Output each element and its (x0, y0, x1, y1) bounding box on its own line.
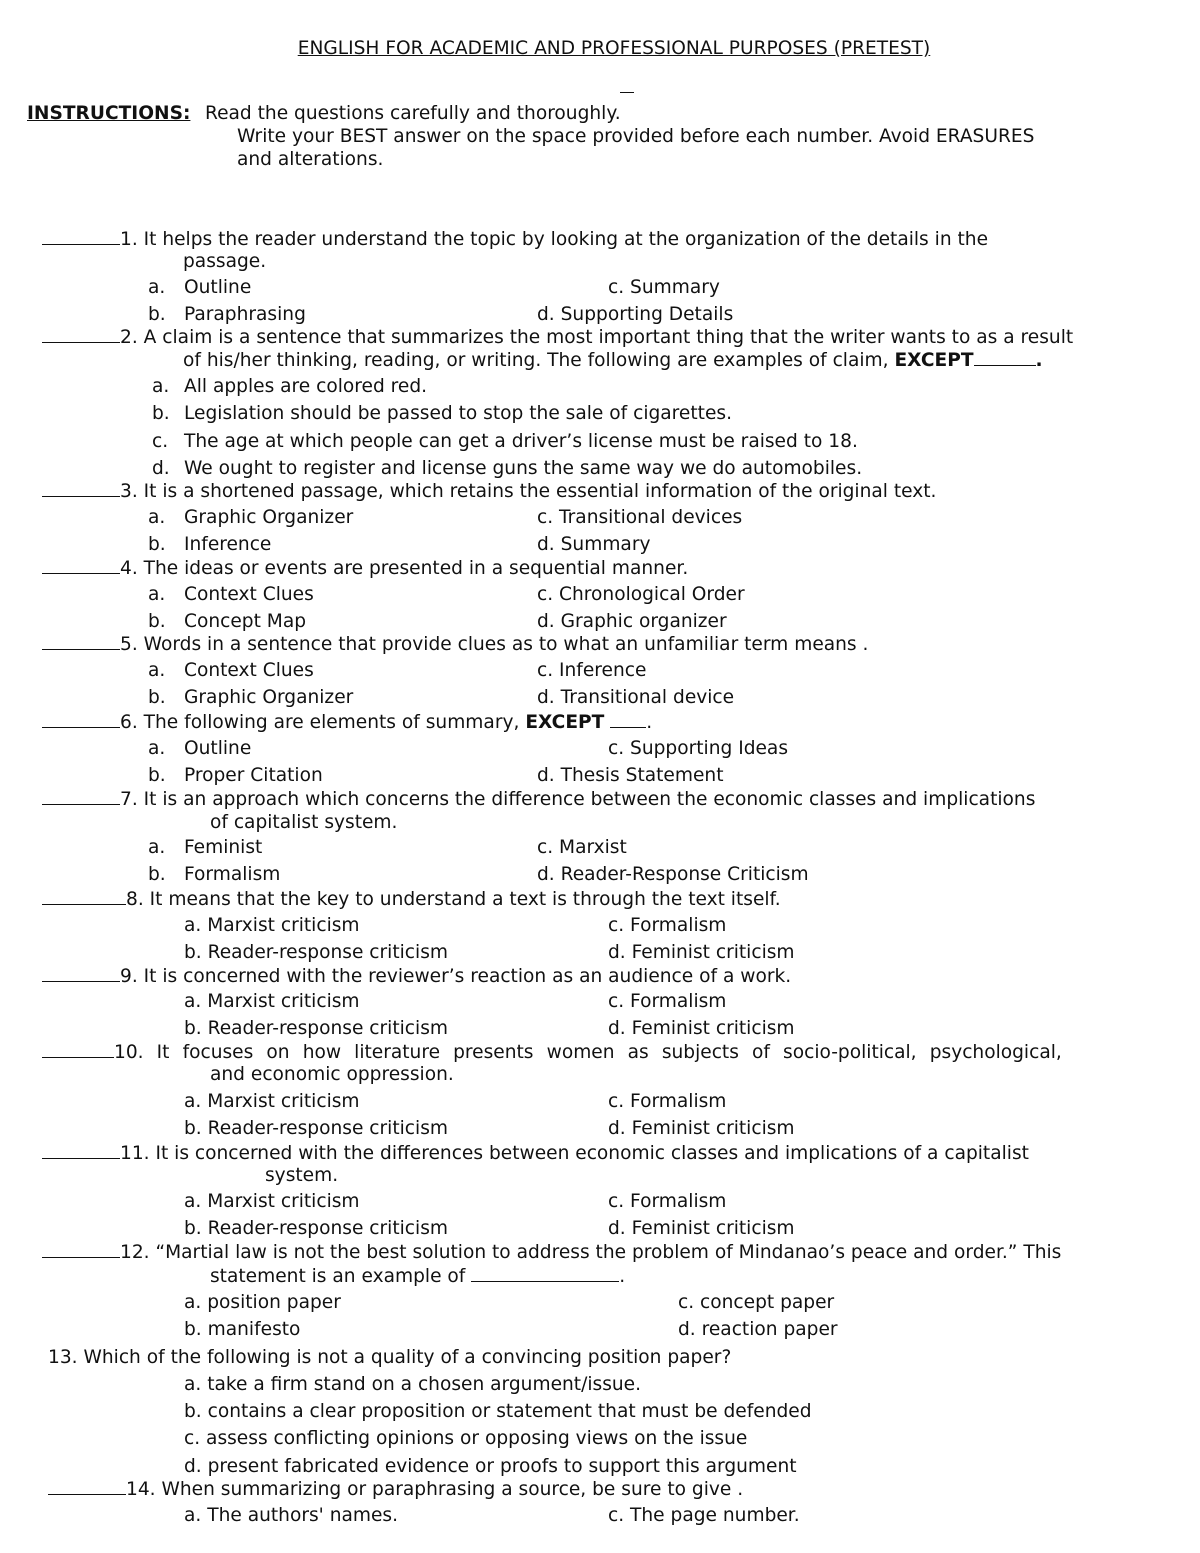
answer-blank[interactable] (42, 965, 120, 982)
question-7: 7. It is an approach which concerns the difference between the economic classes and implications (42, 788, 1035, 811)
question-7-choice-b: Formalism (184, 864, 281, 885)
choice-letter: a. (148, 837, 166, 858)
question-3-choice-b: Inference (184, 534, 272, 555)
choice-letter: b. (152, 403, 170, 424)
question-7-choice-d: d. Reader-Response Criticism (537, 864, 809, 885)
question-13-choice-c: c. assess conflicting opinions or opposing views on the issue (184, 1428, 748, 1449)
question-13: 13. Which of the following is not a quality of a convincing position paper? (48, 1347, 732, 1368)
choice-letter: b. (148, 765, 166, 786)
question-8-choice-c: c. Formalism (608, 915, 727, 936)
question-6-choice-d: d. Thesis Statement (537, 765, 724, 786)
choice-letter: a. (148, 507, 166, 528)
question-10-choice-c: c. Formalism (608, 1091, 727, 1112)
instructions-label: INSTRUCTIONS: (27, 103, 191, 124)
question-3-choice-a: Graphic Organizer (184, 507, 354, 528)
question-2-cont: of his/her thinking, reading, or writing. The following are examples of claim, EXCEPT . (183, 350, 1043, 371)
question-2-choice-c: The age at which people can get a driver’s license must be raised to 18. (184, 431, 858, 452)
question-11-choice-a: a. Marxist criticism (184, 1191, 360, 1212)
question-10-choice-d: d. Feminist criticism (608, 1118, 795, 1139)
question-1-choice-c: c. Summary (608, 277, 720, 298)
question-12-choice-c: c. concept paper (678, 1292, 835, 1313)
title-underline-mark (620, 70, 634, 93)
question-10-choice-b: b. Reader-response criticism (184, 1118, 448, 1139)
answer-blank[interactable] (42, 711, 120, 728)
choice-letter: d. (152, 458, 170, 479)
question-8-choice-b: b. Reader-response criticism (184, 942, 448, 963)
question-4-choice-a: Context Clues (184, 584, 314, 605)
answer-blank[interactable] (42, 788, 120, 805)
question-9-choice-d: d. Feminist criticism (608, 1018, 795, 1039)
question-1-choice-b: Paraphrasing (184, 304, 306, 325)
answer-blank[interactable] (42, 1142, 120, 1159)
question-9: 9. It is concerned with the reviewer’s reaction as an audience of a work. (42, 965, 791, 988)
question-6-choice-c: c. Supporting Ideas (608, 738, 789, 759)
question-10: 10. It focuses on how literature presents women as subjects of socio-political, psychological, (42, 1041, 1062, 1064)
question-7-cont: of capitalist system. (210, 812, 398, 833)
question-6: 6. The following are elements of summary, EXCEPT . (42, 711, 652, 734)
question-14-choice-c: c. The page number. (608, 1505, 800, 1526)
question-4-choice-d: d. Graphic organizer (537, 611, 727, 632)
instructions-line-3: and alterations. (237, 149, 384, 170)
answer-blank[interactable] (48, 1478, 126, 1495)
instructions-line-1: Read the questions carefully and thoroughly. (205, 103, 621, 124)
question-9-choice-b: b. Reader-response criticism (184, 1018, 448, 1039)
question-1-choice-a: Outline (184, 277, 252, 298)
question-12: 12. “Martial law is not the best solution to address the problem of Mindanao’s peace and order.” This (42, 1241, 1061, 1264)
question-2-choice-d: We ought to register and license guns the same way we do automobiles. (184, 458, 863, 479)
choice-letter: b. (148, 534, 166, 555)
question-12-choice-a: a. position paper (184, 1292, 341, 1313)
answer-blank[interactable] (42, 480, 120, 497)
question-5-choice-a: Context Clues (184, 660, 314, 681)
question-13-choice-a: a. take a firm stand on a chosen argument/issue. (184, 1374, 642, 1395)
question-11-choice-d: d. Feminist criticism (608, 1218, 795, 1239)
question-3-choice-c: c. Transitional devices (537, 507, 743, 528)
page-title: ENGLISH FOR ACADEMIC AND PROFESSIONAL PURPOSES (PRETEST) (297, 38, 931, 59)
question-5-choice-c: c. Inference (537, 660, 647, 681)
question-13-choice-b: b. contains a clear proposition or statement that must be defended (184, 1401, 812, 1422)
choice-letter: a. (152, 376, 170, 397)
question-8-choice-d: d. Feminist criticism (608, 942, 795, 963)
question-10-cont: and economic oppression. (210, 1064, 454, 1085)
question-14-choice-a: a. The authors' names. (184, 1505, 399, 1526)
question-12-cont: statement is an example of . (210, 1266, 626, 1287)
choice-letter: b. (148, 864, 166, 885)
question-11-cont: system. (265, 1165, 339, 1186)
answer-blank[interactable] (42, 326, 120, 343)
question-1-choice-d: d. Supporting Details (537, 304, 734, 325)
question-12-choice-d: d. reaction paper (678, 1319, 838, 1340)
question-3: 3. It is a shortened passage, which retains the essential information of the original text. (42, 480, 936, 503)
question-3-choice-d: d. Summary (537, 534, 651, 555)
question-5: 5. Words in a sentence that provide clues as to what an unfamiliar term means . (42, 633, 868, 656)
choice-letter: a. (148, 660, 166, 681)
question-6-choice-b: Proper Citation (184, 765, 323, 786)
choice-letter: c. (152, 431, 169, 452)
answer-blank[interactable] (42, 1041, 114, 1058)
instructions-line-2: Write your BEST answer on the space provided before each number. Avoid ERASURES (237, 126, 1035, 147)
question-1: 1. It helps the reader understand the topic by looking at the organization of the details in the (42, 228, 988, 251)
question-5-choice-d: d. Transitional device (537, 687, 735, 708)
answer-blank[interactable] (42, 633, 120, 650)
question-11-choice-c: c. Formalism (608, 1191, 727, 1212)
question-7-choice-a: Feminist (184, 837, 263, 858)
question-14: 14. When summarizing or paraphrasing a source, be sure to give . (48, 1478, 743, 1501)
question-4-choice-b: Concept Map (184, 611, 307, 632)
question-6-choice-a: Outline (184, 738, 252, 759)
question-10-choice-a: a. Marxist criticism (184, 1091, 360, 1112)
question-2-choice-a: All apples are colored red. (184, 376, 428, 397)
question-8: 8. It means that the key to understand a text is through the text itself. (42, 888, 781, 911)
question-9-choice-c: c. Formalism (608, 991, 727, 1012)
answer-blank[interactable] (42, 228, 120, 245)
choice-letter: a. (148, 738, 166, 759)
choice-letter: b. (148, 611, 166, 632)
question-11: 11. It is concerned with the differences between economic classes and implications of a capitalist (42, 1142, 1029, 1165)
choice-letter: a. (148, 584, 166, 605)
question-9-choice-a: a. Marxist criticism (184, 991, 360, 1012)
question-1-cont: passage. (183, 251, 267, 272)
question-8-choice-a: a. Marxist criticism (184, 915, 360, 936)
question-13-choice-d: d. present fabricated evidence or proofs to support this argument (184, 1456, 797, 1477)
question-11-choice-b: b. Reader-response criticism (184, 1218, 448, 1239)
choice-letter: b. (148, 304, 166, 325)
choice-letter: b. (148, 687, 166, 708)
question-12-choice-b: b. manifesto (184, 1319, 301, 1340)
question-4: 4. The ideas or events are presented in a sequential manner. (42, 557, 688, 580)
choice-letter: a. (148, 277, 166, 298)
question-5-choice-b: Graphic Organizer (184, 687, 354, 708)
question-2-choice-b: Legislation should be passed to stop the sale of cigarettes. (184, 403, 732, 424)
answer-blank[interactable] (42, 888, 126, 905)
question-2: 2. A claim is a sentence that summarizes the most important thing that the writer wants to as a result (42, 326, 1073, 349)
answer-blank[interactable] (42, 557, 120, 574)
question-4-choice-c: c. Chronological Order (537, 584, 745, 605)
answer-blank[interactable] (42, 1241, 120, 1258)
question-7-choice-c: c. Marxist (537, 837, 627, 858)
